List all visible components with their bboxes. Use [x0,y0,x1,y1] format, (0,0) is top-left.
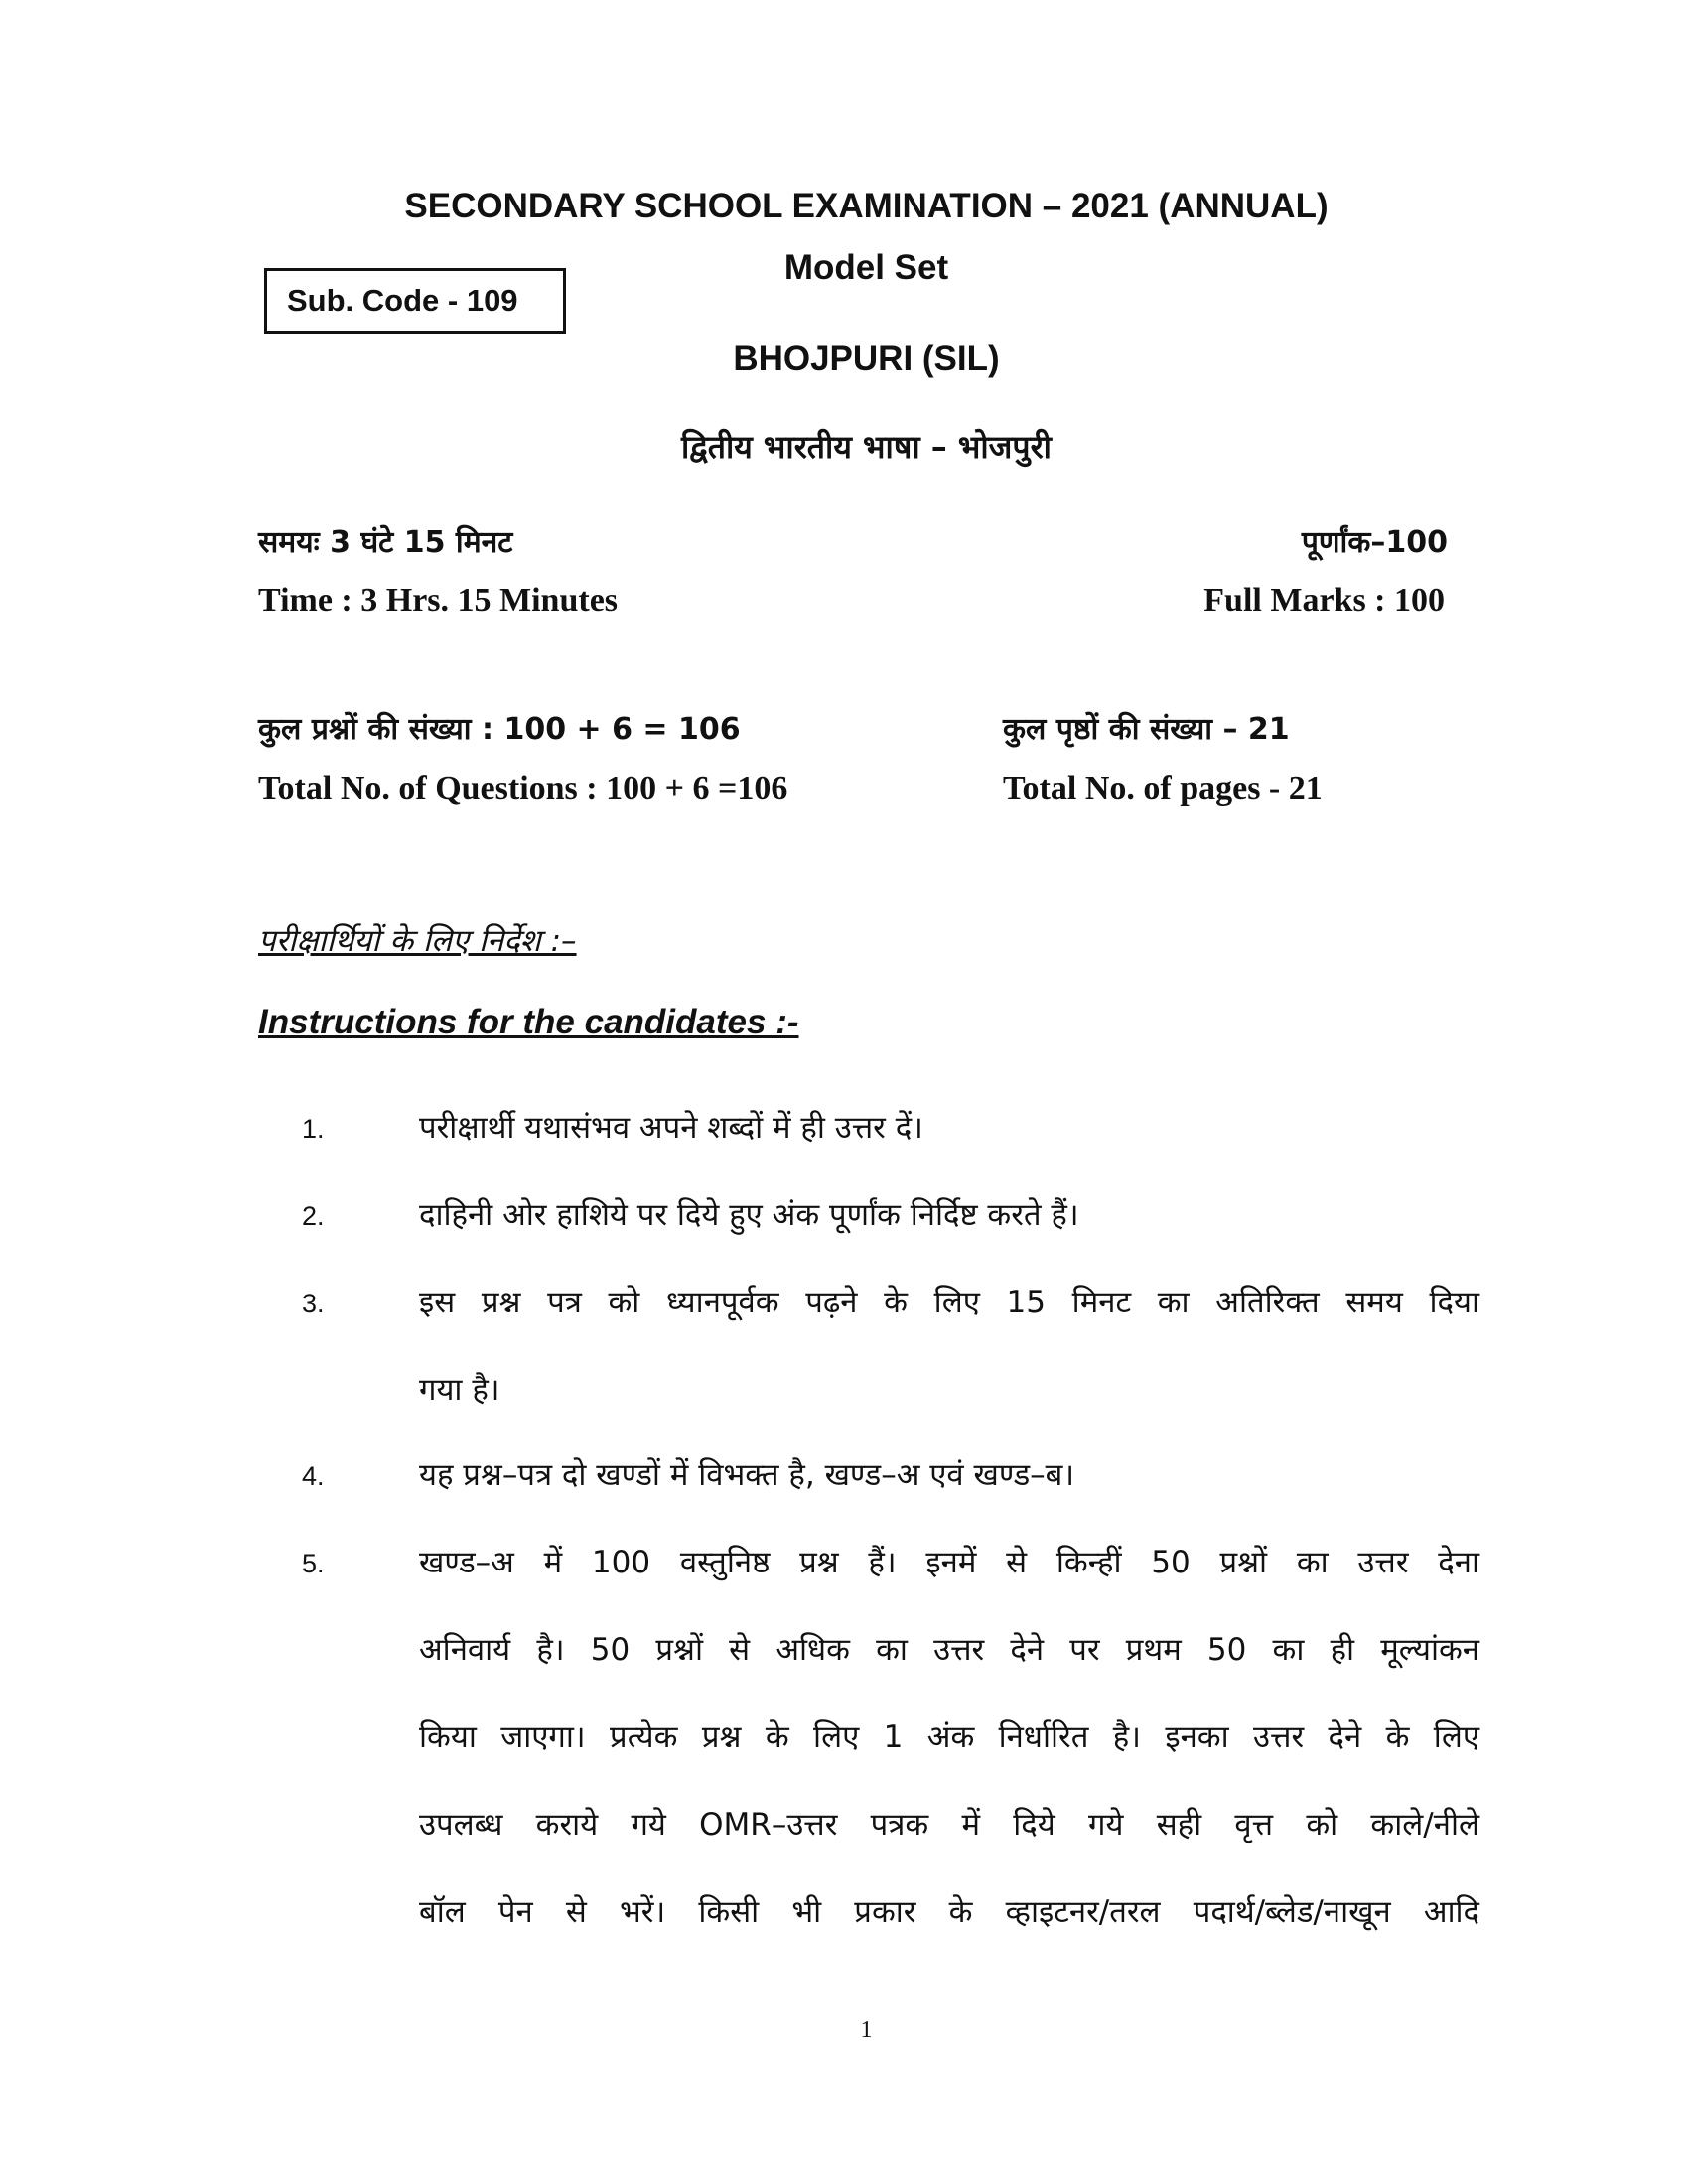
full-marks-hindi: पूर्णांक–100 [1301,525,1448,560]
instruction-number: 2. [302,1201,325,1231]
instruction-line: खण्ड–अ में 100 वस्तुनिष्ठ प्रश्न हैं। इनमें से किन्हीं 50 प्रश्नों का उत्तर देना [419,1545,1479,1580]
time-english: Time : 3 Hrs. 15 Minutes [258,582,619,618]
page-count-english: Total No. of pages - 21 [1003,770,1323,807]
instruction-line: बॉल पेन से भरें। किसी भी प्रकार के व्हाइटनर/तरल पदार्थ/ब्लेड/नाखून आदि [419,1894,1479,1930]
instruction-number: 5. [302,1549,325,1578]
subject-code-box [264,268,566,334]
instruction-number: 1. [302,1114,325,1144]
question-count-english: Total No. of Questions : 100 + 6 =106 [258,770,788,807]
instructions-heading-hindi: परीक्षार्थियों के लिए निर्देश :– [258,923,577,959]
instruction-line: यह प्रश्न–पत्र दो खण्डों में विभक्त है, खण्ड–अ एवं खण्ड–ब। [419,1457,1075,1493]
subject-title-hindi: द्वितीय भारतीय भाषा – भोजपुरी [681,428,1052,466]
time-hindi: समयः 3 घंटे 15 मिनट [258,525,513,560]
instruction-line: किया जाएगा। प्रत्येक प्रश्न के लिए 1 अंक निर्धारित है। इनका उत्तर देने के लिए [419,1719,1479,1755]
question-count-hindi: कुल प्रश्नों की संख्या : 100 + 6 = 106 [258,712,741,747]
instruction-line: परीक्षार्थी यथासंभव अपने शब्दों में ही उत्तर दें। [419,1110,923,1146]
subject-title: BHOJPURI (SIL) [733,340,1000,378]
page-number: 1 [860,2017,873,2043]
instruction-line: इस प्रश्न पत्र को ध्यानपूर्वक पढ़ने के लिए 15 मिनट का अतिरिक्त समय दिया [419,1285,1479,1320]
page-count-hindi: कुल पृष्ठों की संख्या – 21 [1003,712,1290,747]
instruction-number: 3. [302,1289,325,1318]
instruction-line: उपलब्ध कराये गये OMR–उत्तर पत्रक में दिये गये सही वृत्त को काले/नीले [419,1807,1479,1843]
subject-code: Sub. Code - 109 [287,283,518,318]
exam-title: SECONDARY SCHOOL EXAMINATION – 2021 (ANNUAL) [404,187,1329,225]
full-marks-english: Full Marks : 100 [1203,582,1445,618]
instruction-number: 4. [302,1461,325,1491]
instruction-line: दाहिनी ओर हाशिये पर दिये हुए अंक पूर्णांक निर्दिष्ट करते हैं। [419,1197,1079,1233]
model-set-label: Model Set [783,248,949,287]
instructions-heading-english: Instructions for the candidates :- [258,1003,799,1041]
instruction-line: गया है। [419,1372,500,1408]
instruction-line: अनिवार्य है। 50 प्रश्नों से अधिक का उत्तर देने पर प्रथम 50 का ही मूल्यांकन [419,1632,1479,1668]
